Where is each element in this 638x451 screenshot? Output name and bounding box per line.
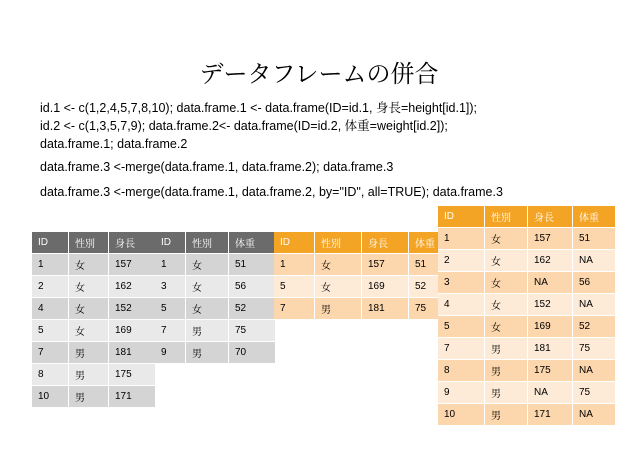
merge-result-table [274,232,452,320]
column-header: 性別 [485,206,528,228]
column-header: ID [274,232,315,254]
table-row [32,386,156,408]
table-cell: 女 [485,316,528,338]
table-cell: 男 [485,404,528,426]
table-cell: 181 [528,338,573,360]
table-cell: 女 [485,250,528,272]
table-row [438,272,616,294]
column-header: 身長 [109,232,156,254]
table-cell: 男 [315,298,362,320]
table-row [155,254,276,276]
table-cell: 10 [32,386,69,408]
table-row [438,316,616,338]
table-cell: 75 [573,382,616,404]
table-row [32,320,156,342]
table-cell: 157 [362,254,409,276]
table-cell: 70 [229,342,276,364]
code-line: data.frame.3 <-merge(data.frame.1, data.frame.2); data.frame.3 [40,160,394,174]
table-cell: 女 [69,276,109,298]
table-cell: 157 [109,254,156,276]
table-cell: 4 [32,298,69,320]
column-header: ID [155,232,186,254]
table-row [32,298,156,320]
table-cell: 3 [438,272,485,294]
table-cell: 51 [573,228,616,250]
table-cell: 56 [573,272,616,294]
table-cell: 56 [229,276,276,298]
table-cell: 171 [528,404,573,426]
table-cell: 男 [186,320,229,342]
table-cell: 男 [485,338,528,360]
table-cell: 2 [32,276,69,298]
table-cell: 8 [32,364,69,386]
table-cell: NA [573,360,616,382]
table-row [438,228,616,250]
table-cell: 女 [69,320,109,342]
table-cell: 171 [109,386,156,408]
table-cell: 169 [528,316,573,338]
table-row [438,360,616,382]
column-header: 体重 [229,232,276,254]
table-cell: 女 [186,254,229,276]
table-row [155,342,276,364]
table-row [155,276,276,298]
table-cell: NA [528,382,573,404]
table-cell: 女 [485,294,528,316]
table-cell: 152 [109,298,156,320]
slide-title: データフレームの併合 [199,60,439,88]
table-cell: 181 [362,298,409,320]
table-cell: 51 [409,254,452,276]
table-cell: 女 [186,276,229,298]
table-cell: 1 [32,254,69,276]
table-cell: 男 [69,342,109,364]
table-cell: 7 [438,338,485,360]
table-cell: 175 [528,360,573,382]
table-cell: 8 [438,360,485,382]
table-header-row [32,232,156,254]
table-row [438,338,616,360]
table-cell: 3 [155,276,186,298]
table-cell: 52 [573,316,616,338]
table-cell: 5 [32,320,69,342]
table-cell: 9 [438,382,485,404]
table-cell: 5 [274,276,315,298]
table-cell: 175 [109,364,156,386]
table-cell: 75 [229,320,276,342]
table-cell: 75 [409,298,452,320]
table-cell: 51 [229,254,276,276]
column-header: 身長 [362,232,409,254]
table-row [155,320,276,342]
table-cell: 157 [528,228,573,250]
table-cell: 7 [155,320,186,342]
table-cell: 男 [69,386,109,408]
table-row [32,342,156,364]
table-cell: 152 [528,294,573,316]
table-cell: 女 [186,298,229,320]
table-cell: 1 [274,254,315,276]
table-cell: NA [573,404,616,426]
table-row [32,276,156,298]
table-cell: 75 [573,338,616,360]
table-cell: 4 [438,294,485,316]
table-cell: 女 [485,272,528,294]
column-header: 体重 [573,206,616,228]
table-cell: 男 [485,382,528,404]
table-cell: NA [573,294,616,316]
column-header: 性別 [186,232,229,254]
table-row [32,364,156,386]
table-cell: 7 [274,298,315,320]
table-cell: 女 [485,228,528,250]
table-cell: NA [528,272,573,294]
table-cell: 女 [69,298,109,320]
code-line: data.frame.3 <-merge(data.frame.1, data.frame.2, by="ID", all=TRUE); data.frame.3 [40,185,503,199]
merge-all-result-table [438,206,616,426]
table-cell: 169 [109,320,156,342]
table-cell: 10 [438,404,485,426]
table-row [274,298,452,320]
table-cell: 女 [69,254,109,276]
column-header: 性別 [69,232,109,254]
table-cell: 男 [485,360,528,382]
table-cell: 169 [362,276,409,298]
table-row [155,298,276,320]
table-cell: 7 [32,342,69,364]
code-line: id.1 <- c(1,2,4,5,7,8,10); data.frame.1 <- data.frame(ID=id.1, 身長=height[id.1]); [40,101,478,115]
table-cell: 5 [155,298,186,320]
table-row [438,404,616,426]
table-cell: 1 [155,254,186,276]
data-frame-2-table [155,232,276,364]
table-cell: 162 [109,276,156,298]
column-header: 性別 [315,232,362,254]
table-cell: 181 [109,342,156,364]
table-row [32,254,156,276]
table-cell: NA [573,250,616,272]
table-cell: 5 [438,316,485,338]
table-cell: 女 [315,254,362,276]
table-cell: 男 [69,364,109,386]
data-frame-1-table [32,232,156,408]
table-row [274,276,452,298]
table-cell: 9 [155,342,186,364]
table-cell: 162 [528,250,573,272]
table-header-row [155,232,276,254]
table-cell: 男 [186,342,229,364]
table-row [274,254,452,276]
column-header: ID [32,232,69,254]
table-header-row [274,232,452,254]
code-line: id.2 <- c(1,3,5,7,9); data.frame.2<- data.frame(ID=id.2, 体重=weight[id.2]); [40,119,448,133]
table-row [438,382,616,404]
table-row [438,250,616,272]
table-cell: 52 [409,276,452,298]
table-header-row [438,206,616,228]
table-cell: 52 [229,298,276,320]
table-row [438,294,616,316]
column-header: 体重 [409,232,452,254]
column-header: 身長 [528,206,573,228]
table-cell: 2 [438,250,485,272]
column-header: ID [438,206,485,228]
code-line: data.frame.1; data.frame.2 [40,137,188,151]
table-cell: 1 [438,228,485,250]
table-cell: 女 [315,276,362,298]
